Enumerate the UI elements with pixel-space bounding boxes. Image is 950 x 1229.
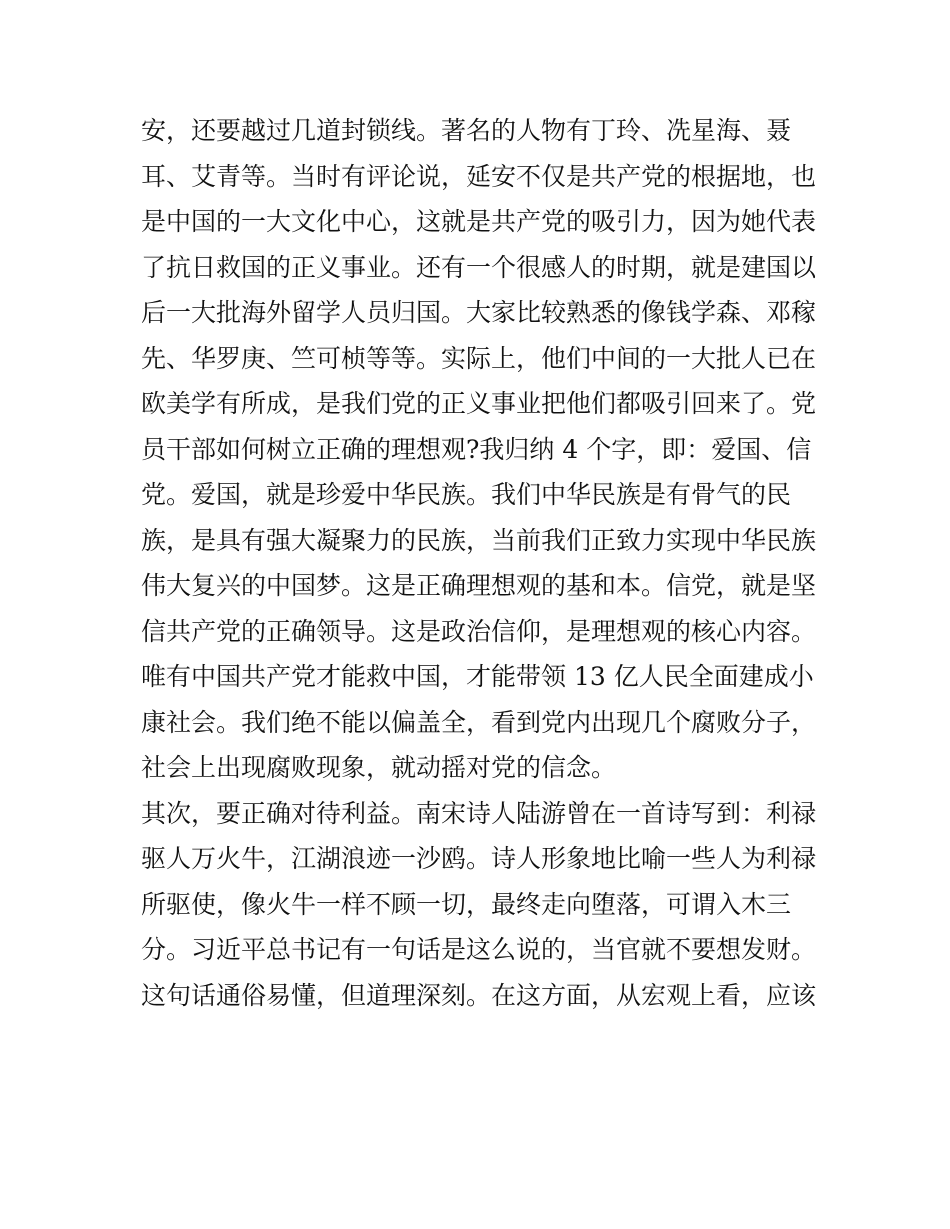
text-line: 伟大复兴的中国梦。这是正确理想观的基和本。信党，就是坚 (141, 571, 817, 600)
text-line: 是中国的一大文化中心，这就是共产党的吸引力，因为她代表 (141, 207, 817, 236)
text-line: 社会上出现腐败现象，就动摇对党的信念。 (141, 753, 617, 782)
text-line: 这句话通俗易懂，但道理深刻。在这方面，从宏观上看，应该 (141, 980, 817, 1010)
body-text (141, 108, 821, 1018)
text-line: 安，还要越过几道封锁线。著名的人物有丁玲、冼星海、聂 (141, 116, 792, 145)
text-line: 其次，要正确对待利益。南宋诗人陆游曾在一首诗写到：利禄 (141, 798, 817, 828)
text-line: 员干部如何树立正确的理想观?我归纳 4 个字，即：爱国、信 (141, 434, 812, 464)
text-line: 了抗日救国的正义事业。还有一个很感人的时期，就是建国以 (141, 252, 817, 282)
text-line: 驱人万火牛，江湖浪迹一沙鸥。诗人形象地比喻一些人为利禄 (141, 844, 817, 873)
text-line: 所驱使，像火牛一样不顾一切，最终走向堕落，可谓入木三 (141, 889, 792, 919)
text-line: 康社会。我们绝不能以偏盖全，看到党内出现几个腐败分子， (141, 707, 817, 737)
text-line: 后一大批海外留学人员归国。大家比较熟悉的像钱学森、邓稼 (141, 298, 817, 327)
text-line: 分。习近平总书记有一句话是这么说的，当官就不要想发财。 (141, 935, 817, 964)
text-line: 欧美学有所成，是我们党的正义事业把他们都吸引回来了。党 (141, 389, 817, 418)
text-line: 唯有中国共产党才能救中国，才能带领 13 亿人民全面建成小 (141, 662, 814, 691)
text-line: 族，是具有强大凝聚力的民族，当前我们正致力实现中华民族 (141, 525, 817, 555)
text-line: 先、华罗庚、竺可桢等等。实际上，他们中间的一大批人已在 (141, 343, 817, 373)
text-line: 党。爱国，就是珍爱中华民族。我们中华民族是有骨气的民 (141, 480, 792, 509)
text-line: 耳、艾青等。当时有评论说，延安不仅是共产党的根据地，也 (141, 161, 817, 191)
text-line: 信共产党的正确领导。这是政治信仰，是理想观的核心内容。 (141, 616, 817, 646)
